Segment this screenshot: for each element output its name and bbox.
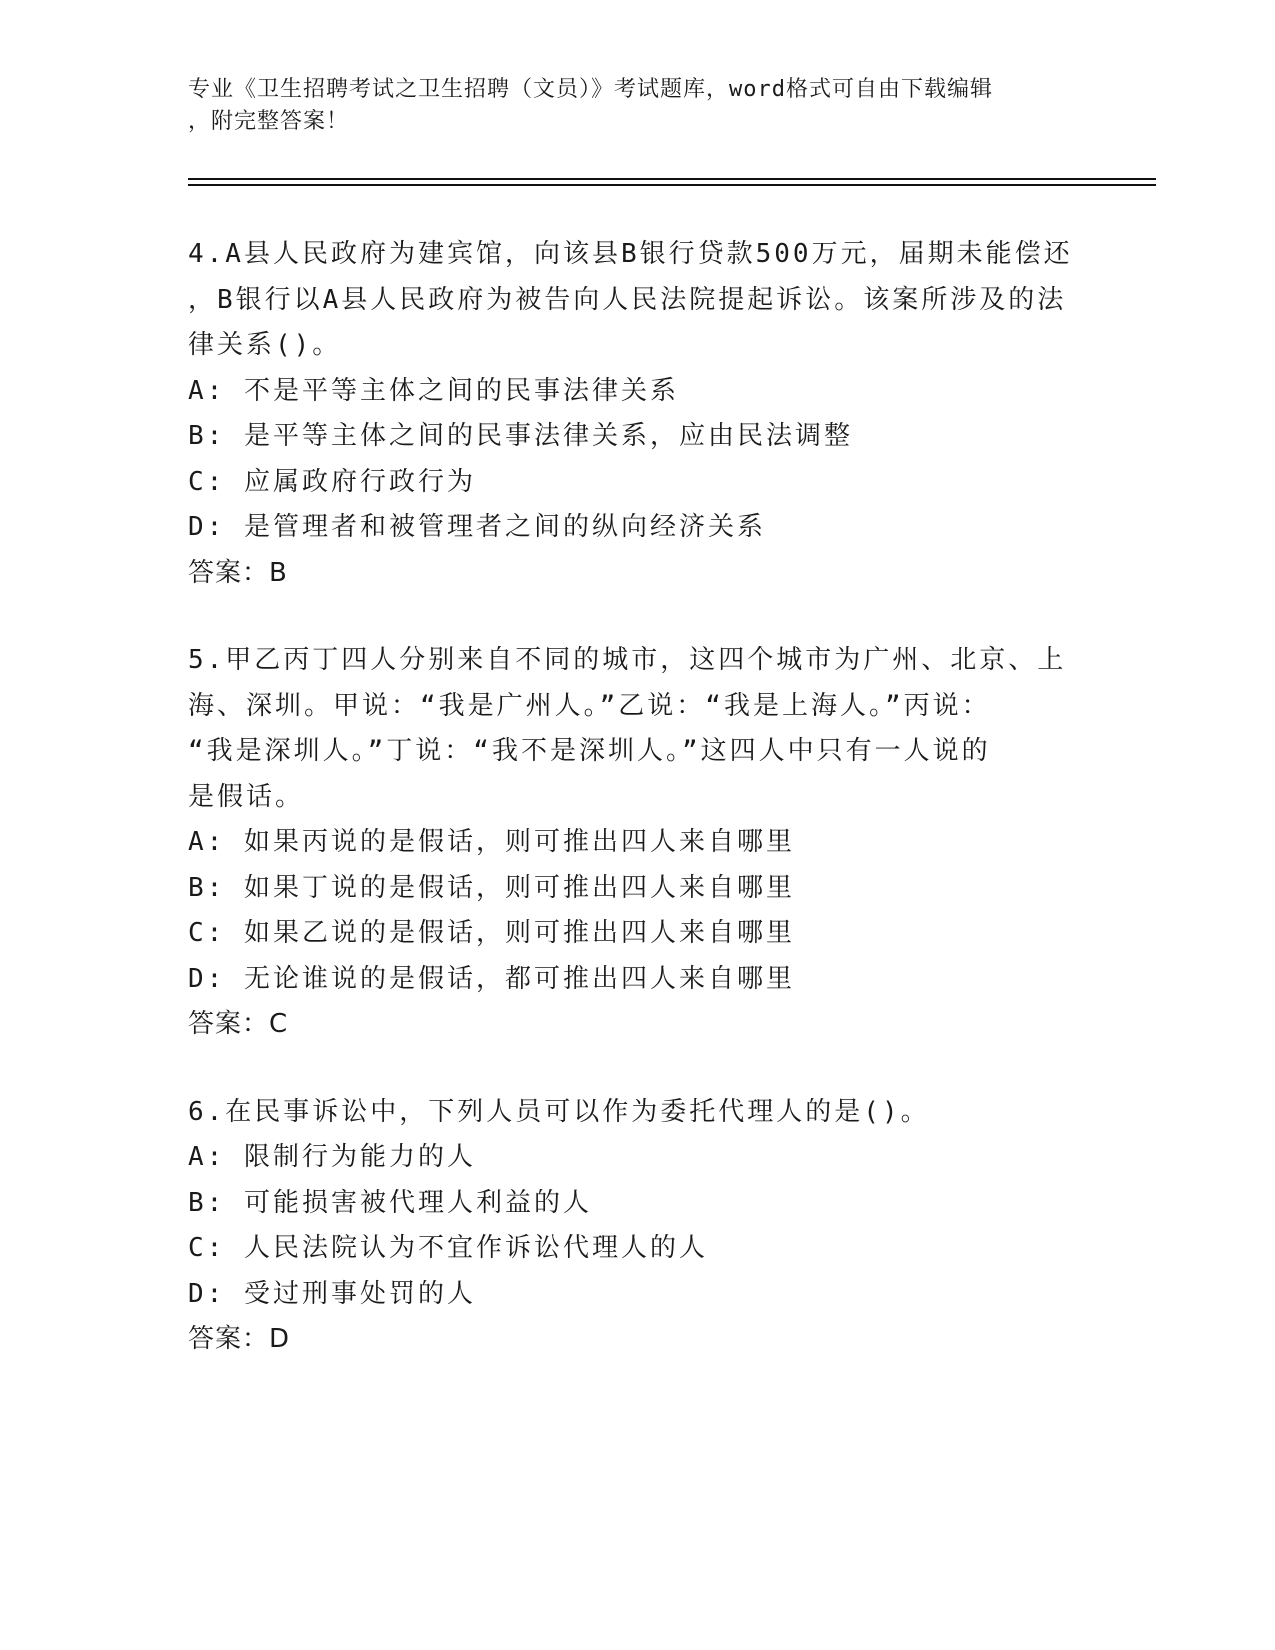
question-stem-line: 海、深圳。甲说：“我是广州人。”乙说：“我是上海人。”丙说： xyxy=(188,690,991,721)
option-d: D: 无论谁说的是假话，都可推出四人来自哪里 xyxy=(188,963,795,994)
answer: 答案：C xyxy=(188,1009,289,1039)
question-stem-line: 6.在民事诉讼中，下列人员可以作为委托代理人的是()。 xyxy=(188,1096,930,1127)
question-stem-line: ，B银行以A县人民政府为被告向人民法院提起诉讼。该案所涉及的法 xyxy=(188,284,1067,315)
page-header xyxy=(188,74,1088,138)
question-stem-line: 是假话。 xyxy=(188,781,305,812)
option-a: A: 如果丙说的是假话，则可推出四人来自哪里 xyxy=(188,827,795,857)
option-c: C: 人民法院认为不宜作诉讼代理人的人 xyxy=(188,1233,708,1263)
question-stem-line: 5.甲乙丙丁四人分别来自不同的城市，这四个城市为广州、北京、上 xyxy=(188,645,1067,675)
header-divider xyxy=(188,184,1156,186)
option-c: C: 如果乙说的是假话，则可推出四人来自哪里 xyxy=(188,918,795,948)
option-a: A: 不是平等主体之间的民事法律关系 xyxy=(188,375,679,406)
option-d: D: 受过刑事处罚的人 xyxy=(188,1278,476,1309)
option-b: B: 是平等主体之间的民事法律关系，应由民法调整 xyxy=(188,421,853,451)
option-a: A: 限制行为能力的人 xyxy=(188,1142,476,1172)
header-line: 专业《卫生招聘考试之卫生招聘（文员）》考试题库，word格式可自由下载编辑 xyxy=(188,77,993,102)
question-stem-line: 4.A县人民政府为建宾馆，向该县B银行贷款500万元，届期未能偿还 xyxy=(188,239,1073,269)
question-4 xyxy=(188,232,1128,596)
question-stem-line: 律关系()。 xyxy=(188,330,342,360)
answer: 答案：B xyxy=(188,557,288,588)
option-b: B: 如果丁说的是假话，则可推出四人来自哪里 xyxy=(188,872,795,903)
question-6 xyxy=(188,1090,1128,1363)
option-b: B: 可能损害被代理人利益的人 xyxy=(188,1187,592,1218)
question-list xyxy=(188,232,1128,1363)
question-stem-line: “我是深圳人。”丁说：“我不是深圳人。”这四人中只有一人说的 xyxy=(188,736,991,766)
header-divider xyxy=(188,178,1156,180)
header-line: ，附完整答案！ xyxy=(188,109,350,134)
answer: 答案：D xyxy=(188,1324,291,1354)
option-c: C: 应属政府行政行为 xyxy=(188,466,476,497)
option-d: D: 是管理者和被管理者之间的纵向经济关系 xyxy=(188,512,766,542)
question-5 xyxy=(188,638,1128,1048)
